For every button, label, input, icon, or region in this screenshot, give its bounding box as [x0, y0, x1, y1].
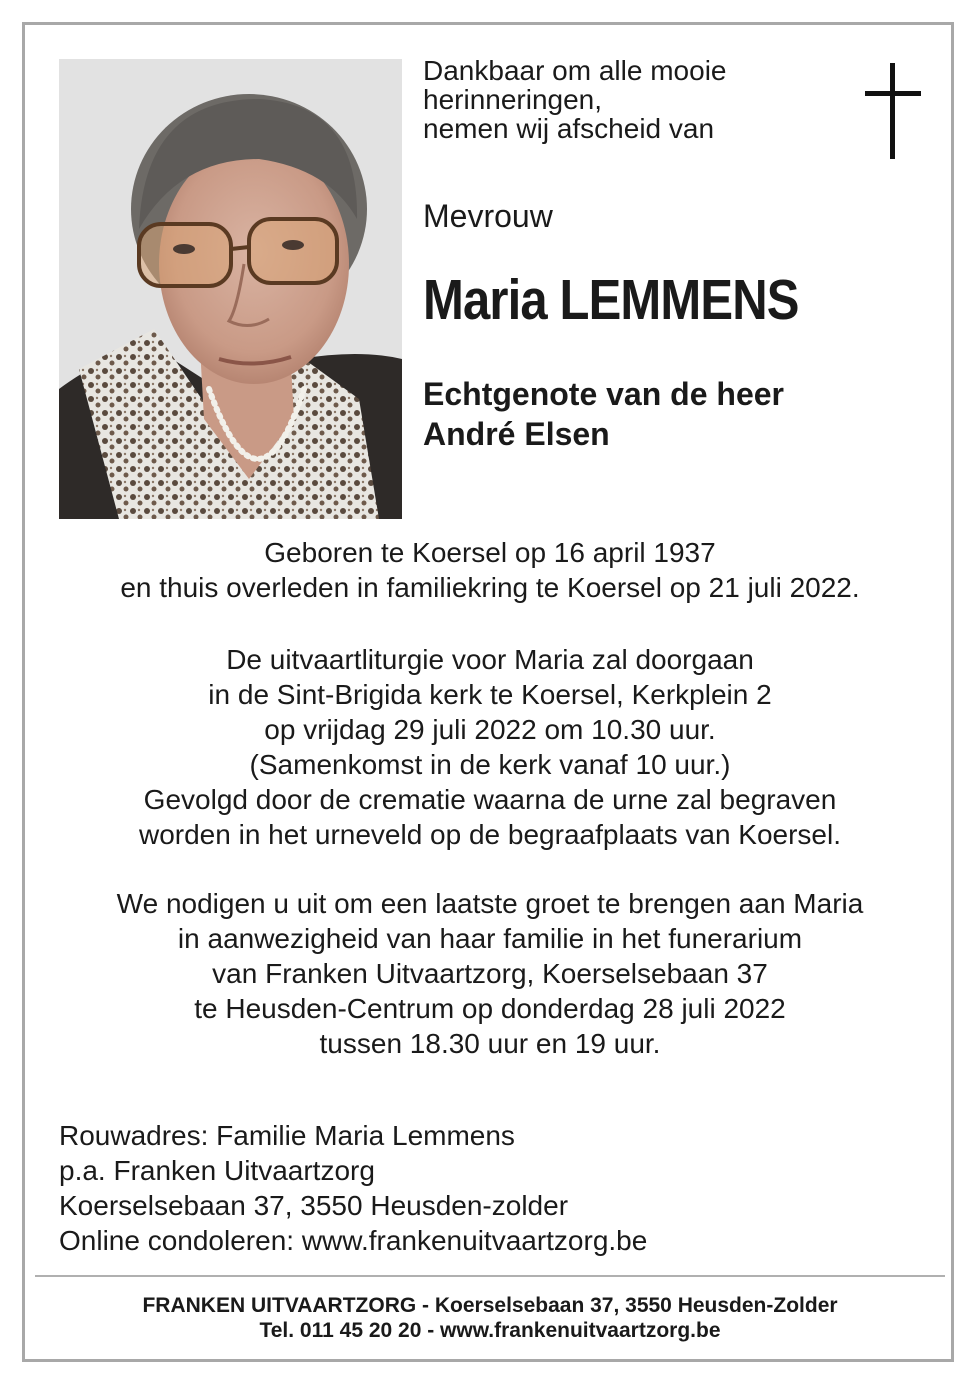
contact-line: Koerselsebaan 37, 3550 Heusden-zolder	[59, 1190, 569, 1221]
intro-line: nemen wij afscheid van	[423, 113, 715, 144]
liturgy-line: Gevolgd door de crematie waarna de urne zal begraven	[143, 784, 837, 815]
footer	[40, 1293, 940, 1343]
footer-company-line: FRANKEN UITVAARTZORG - Koerselsebaan 37, 3550 Heusden-Zolder	[142, 1294, 838, 1317]
spouse-line: Echtgenote van de heer	[423, 376, 784, 412]
spouse-line: André Elsen	[423, 416, 610, 452]
intro-line: Dankbaar om alle mooie	[423, 55, 727, 86]
liturgy-line: op vrijdag 29 juli 2022 om 10.30 uur.	[264, 714, 716, 745]
visitation-line: te Heusden-Centrum op donderdag 28 juli 2022	[194, 993, 786, 1024]
footer-contact-line[interactable]: Tel. 011 45 20 20 - www.frankenuitvaartzorg.be	[259, 1319, 721, 1342]
liturgy-line: in de Sint-Brigida kerk te Koersel, Kerkplein 2	[208, 679, 772, 710]
birth-line: Geboren te Koersel op 16 april 1937	[264, 537, 716, 568]
portrait-photo	[59, 59, 402, 519]
liturgy-line: De uitvaartliturgie voor Maria zal doorgaan	[226, 644, 754, 675]
visitation-line: We nodigen u uit om een laatste groet te brengen aan Maria	[116, 888, 864, 919]
liturgy-line: (Samenkomst in de kerk vanaf 10 uur.)	[249, 749, 731, 780]
visitation-text	[40, 886, 940, 1061]
footer-divider	[35, 1275, 945, 1277]
intro-text	[423, 56, 843, 143]
liturgy-line: worden in het urneveld op de begraafplaats van Koersel.	[138, 819, 842, 850]
condolence-link[interactable]: Online condoleren: www.frankenuitvaartzorg.be	[59, 1225, 648, 1256]
intro-line: herinneringen,	[423, 84, 603, 115]
liturgy-text	[40, 642, 940, 852]
death-line: en thuis overleden in familiekring te Koersel op 21 juli 2022.	[120, 572, 860, 603]
contact-line: Rouwadres: Familie Maria Lemmens	[59, 1120, 515, 1151]
deceased-name: Maria LEMMENS	[423, 268, 799, 332]
contact-address	[59, 1118, 647, 1258]
visitation-line: tussen 18.30 uur en 19 uur.	[319, 1028, 661, 1059]
birth-death-text	[40, 535, 940, 605]
visitation-line: van Franken Uitvaartzorg, Koerselsebaan 37	[212, 958, 768, 989]
contact-line: p.a. Franken Uitvaartzorg	[59, 1155, 375, 1186]
honorific: Mevrouw	[423, 198, 553, 234]
visitation-line: in aanwezigheid van haar familie in het funerarium	[177, 923, 803, 954]
cross-icon	[865, 63, 921, 159]
spouse-info	[423, 374, 784, 454]
